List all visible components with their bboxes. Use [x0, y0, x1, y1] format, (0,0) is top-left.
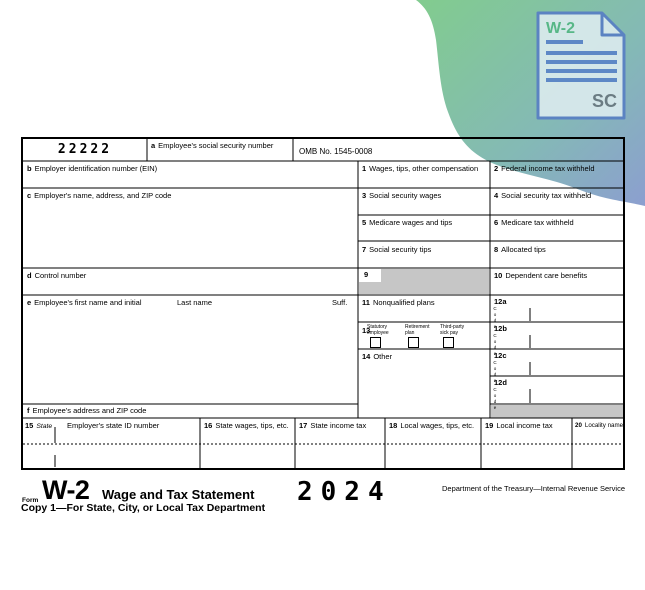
box-f-label: f Employee's address and ZIP code — [27, 406, 147, 415]
footer-department: Department of the Treasury—Internal Revenue Service — [441, 484, 625, 493]
third-party-sick-pay-checkbox[interactable] — [443, 337, 454, 348]
w2-form — [21, 137, 625, 470]
box-13-statutory-label: Statutory employee — [367, 324, 389, 336]
box-5-label: 5 Medicare wages and tips — [362, 218, 453, 227]
box-15-id-label: Employer's state ID number — [67, 421, 160, 430]
box-12c-label: 12c — [494, 351, 507, 360]
box-c-label: c Employer's name, address, and ZIP code — [27, 191, 172, 200]
box-12d-label: 12d — [494, 378, 507, 387]
footer-form-name: W-2 — [42, 475, 90, 505]
box-20-label: 20 Locality name — [575, 422, 624, 429]
box-11-label: 11 Nonqualified plans — [362, 298, 435, 307]
box-12a-label: 12a — [494, 297, 507, 306]
retirement-plan-checkbox[interactable] — [408, 337, 419, 348]
footer-copy-line: Copy 1—For State, City, or Local Tax Department — [21, 502, 266, 514]
box-13-label: 13 — [362, 326, 371, 335]
box-b-label: b Employer identification number (EIN) — [27, 164, 158, 173]
box-19-label: 19 Local income tax — [485, 421, 553, 430]
box-2-label: 2 Federal income tax withheld — [494, 164, 595, 173]
box-12a-code-label: Code — [492, 306, 498, 330]
box-13-retirement-label: Retirement plan — [405, 324, 430, 336]
box-13-thirdparty-label: Third-party sick pay — [440, 324, 465, 336]
statutory-employee-checkbox[interactable] — [370, 337, 381, 348]
doc-icon-title: W-2 — [546, 20, 576, 37]
box-12c-code-label: Code — [492, 360, 498, 384]
box-18-label: 18 Local wages, tips, etc. — [389, 421, 475, 430]
box-17-label: 17 State income tax — [299, 421, 367, 430]
form-code-box: 22222 — [57, 142, 113, 157]
box-9-label: 9 — [364, 270, 369, 279]
box-6-label: 6 Medicare tax withheld — [494, 218, 574, 227]
box-7-label: 7 Social security tips — [362, 245, 432, 254]
footer-tax-year: 2024 — [297, 477, 392, 507]
box-12d-code-label: Code — [492, 387, 498, 411]
box-16-label: 16 State wages, tips, etc. — [204, 421, 289, 430]
box-e-label: e Employee's first name and initial — [27, 298, 142, 307]
omb-number: OMB No. 1545-0008 — [299, 147, 373, 156]
box-14-label: 14 Other — [362, 352, 393, 361]
w2-document-icon — [538, 13, 624, 118]
box-e-lastname-label: Last name — [177, 298, 213, 307]
box12-shade — [491, 405, 623, 418]
doc-icon-caption: SC — [591, 91, 617, 111]
box-15-label: 15 State — [25, 421, 53, 430]
box-8-label: 8 Allocated tips — [494, 245, 546, 254]
box-d-label: d Control number — [27, 271, 87, 280]
box-4-label: 4 Social security tax withheld — [494, 191, 592, 200]
box-1-label: 1 Wages, tips, other compensation — [362, 164, 479, 173]
box-10-label: 10 Dependent care benefits — [494, 271, 588, 280]
box-3-label: 3 Social security wages — [362, 191, 442, 200]
box-e-suffix-label: Suff. — [332, 298, 348, 307]
footer-form-word: Form — [22, 497, 39, 504]
box-12b-label: 12b — [494, 324, 507, 333]
footer-form-title: Wage and Tax Statement — [102, 487, 255, 502]
box-12b-code-label: Code — [492, 333, 498, 357]
box-a-label: a Employee's social security number — [151, 141, 274, 150]
